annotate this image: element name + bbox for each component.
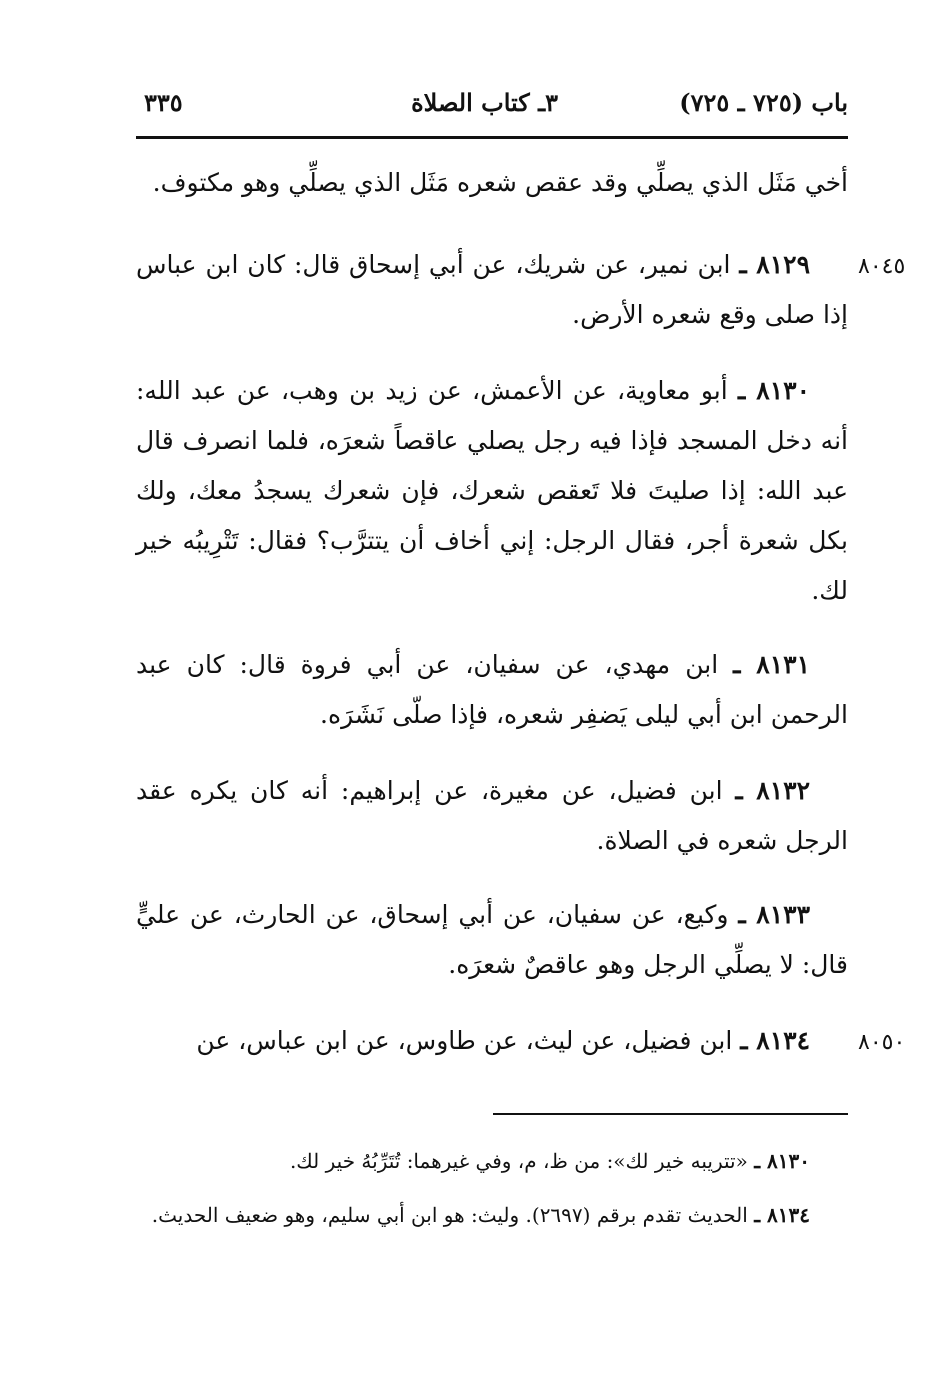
hadith-text: ابن نمير، عن شريك، عن أبي إسحاق قال: كان ابن عباس إذا صلى وقع شعره الأرض. [136, 250, 848, 329]
hadith-number: ٨١٢٩ ـ [739, 250, 811, 279]
footnote [136, 1140, 848, 1182]
hadith-entry [136, 1016, 848, 1066]
footnote-number: ٨١٣٤ ـ [754, 1203, 810, 1227]
hadith-text: ابن فضيل، عن مغيرة، عن إبراهيم: أنه كان يكره عقد الرجل شعره في الصلاة. [136, 776, 848, 855]
hadith-entry [136, 766, 848, 866]
continuation-paragraph: أخي مَثَل الذي يصلِّي وقد عقص شعره مَثَل الذي يصلِّي وهو مكتوف. [152, 168, 848, 197]
hadith-text: وكيع، عن سفيان، عن أبي إسحاق، عن الحارث، عن عليٍّ قال: لا يصلِّي الرجل وهو عاقصٌ شعرَه. [136, 900, 848, 979]
hadith-text: أبو معاوية، عن الأعمش، عن زيد بن وهب، عن عبد الله: أنه دخل المسجد فإذا فيه رجل يصلي عاقصاً شعرَه، فلما انصرف قال عبد الله: إذا صليتَ فلا تَعقص شعرك، فإن شعرك يسجدُ معك، ولك بكل شعرة أجر، فقال الرجل: إني أخاف أن يتترَّب؟ فقال: تَتْرِيبُه خير لك. [136, 376, 848, 605]
hadith-number: ٨١٣٢ ـ [735, 776, 811, 805]
running-head [136, 88, 848, 128]
margin-number: ٨٠٥٠ [858, 1030, 906, 1055]
margin-number: ٨٠٤٥ [858, 254, 906, 279]
hadith-number: ٨١٣١ ـ [733, 650, 810, 679]
hadith-entry [136, 366, 848, 616]
hadith-text: ابن مهدي، عن سفيان، عن أبي فروة قال: كان عبد الرحمن ابن أبي ليلى يَضفِر شعره، فإذا صلّى نَشَرَه. [136, 650, 848, 729]
header-rule [136, 136, 848, 139]
hadith-text: ابن فضيل، عن ليث، عن طاوس، عن ابن عباس، عن [196, 1026, 741, 1055]
footnote-text: «تتريبه خير لك»: من ظ، م، وفي غيرهما: تُتَرِّبُهُ خير لك. [289, 1149, 755, 1173]
hadith-entry [136, 890, 848, 990]
hadith-entry [136, 240, 848, 340]
hadith-entry [136, 640, 848, 740]
footnote-text: الحديث تقدم برقم (٢٦٩٧). وليث: هو ابن أبي سليم، وهو ضعيف الحديث. [151, 1203, 755, 1227]
hadith-number: ٨١٣٠ ـ [737, 376, 811, 405]
footnote [136, 1194, 848, 1236]
footnote-rule [493, 1113, 848, 1115]
hadith-number: ٨١٣٤ ـ [740, 1026, 810, 1055]
chapter-heading: باب (٧٢٥ ـ ٧٢٥) [679, 88, 848, 117]
page-number: ٣٣٥ [144, 88, 183, 117]
hadith-number: ٨١٣٣ ـ [738, 900, 811, 929]
book-heading: ٣ـ كتاب الصلاة [411, 88, 558, 117]
footnote-number: ٨١٣٠ ـ [754, 1149, 810, 1173]
